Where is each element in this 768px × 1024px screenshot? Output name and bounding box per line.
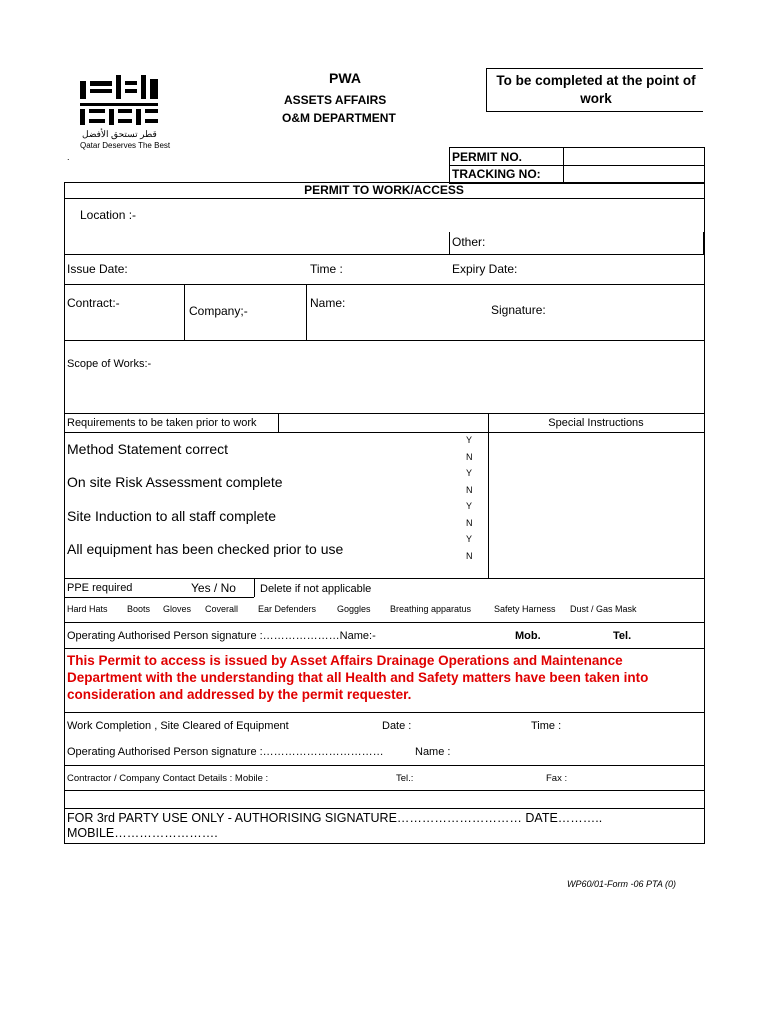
divider	[64, 622, 704, 623]
divider	[64, 765, 704, 766]
org-title: PWA	[329, 70, 361, 86]
dept-title: ASSETS AFFAIRS	[284, 93, 387, 107]
ppe-coverall[interactable]: Coverall	[205, 604, 239, 614]
location-label: Location :-	[80, 208, 137, 222]
ashghal-logo	[80, 75, 160, 127]
permit-no-label: PERMIT NO.	[452, 150, 523, 164]
no-option[interactable]: N	[466, 551, 473, 561]
no-option[interactable]: N	[466, 518, 473, 528]
point-of-work-box	[486, 68, 703, 112]
divider	[563, 147, 564, 183]
divider	[184, 284, 185, 340]
permit-notice: This Permit to access is issued by Asset Affairs Drainage Operations and Maintenance Department with the understanding that all Health and Safety matters have been taken into consideration and addressed by the permit requester.	[67, 653, 649, 702]
form-title: PERMIT TO WORK/ACCESS	[304, 183, 464, 197]
ppe-boots[interactable]: Boots	[127, 604, 151, 614]
ppe-ear-defenders[interactable]: Ear Defenders	[258, 604, 317, 614]
name-2-label: Name :	[415, 746, 451, 758]
scope-of-works-label: Scope of Works:-	[67, 358, 152, 370]
yes-option[interactable]: Y	[466, 435, 473, 445]
ppe-required-label: PPE required	[67, 582, 133, 594]
logo-arabic-text: قطر تستحق الأفضل	[82, 129, 157, 139]
ppe-dust-gas-mask[interactable]: Dust / Gas Mask	[570, 604, 637, 614]
dept-subtitle: O&M DEPARTMENT	[282, 111, 396, 125]
expiry-date-label: Expiry Date:	[452, 262, 518, 276]
divider	[64, 790, 704, 791]
mob-label: Mob.	[515, 630, 541, 642]
point-of-work-text: To be completed at the point of work	[496, 73, 696, 106]
check-method-statement: Method Statement correct	[67, 441, 229, 457]
ppe-safety-harness[interactable]: Safety Harness	[494, 604, 556, 614]
tracking-no-label: TRACKING NO:	[452, 167, 541, 181]
operating-signature-label: Operating Authorised Person signature :…………………Name:-	[67, 630, 376, 642]
divider	[278, 413, 279, 432]
signature-label: Signature:	[491, 303, 546, 317]
divider	[64, 198, 704, 199]
divider	[64, 597, 254, 598]
third-party-mobile-line: MOBILE…………………….	[67, 826, 218, 840]
check-site-induction: Site Induction to all staff complete	[67, 508, 277, 524]
divider	[64, 648, 704, 649]
contact-details-label: Contractor / Company Contact Details : Mobile :	[67, 773, 269, 784]
contact-fax-label: Fax :	[546, 773, 568, 784]
no-option[interactable]: N	[466, 452, 473, 462]
yes-option[interactable]: Y	[466, 501, 473, 511]
divider	[488, 413, 489, 579]
completion-time-label: Time :	[531, 720, 562, 732]
divider	[64, 808, 704, 809]
yes-option[interactable]: Y	[466, 468, 473, 478]
dot-mark: .	[67, 152, 70, 162]
delete-note: Delete if not applicable	[260, 583, 372, 595]
yes-no-options[interactable]: Yes / No	[191, 581, 236, 595]
company-label: Company;-	[189, 304, 248, 318]
ppe-gloves[interactable]: Gloves	[163, 604, 192, 614]
divider	[703, 232, 704, 254]
permit-no-field[interactable]	[565, 148, 702, 164]
divider	[64, 712, 704, 713]
form-code: WP60/01-Form -06 PTA (0)	[567, 879, 677, 889]
divider	[254, 578, 255, 597]
third-party-signature-line: FOR 3rd PARTY USE ONLY - AUTHORISING SIGNATURE………………………… DATE………..	[67, 811, 603, 825]
check-risk-assessment: On site Risk Assessment complete	[67, 474, 283, 490]
name-label: Name:	[310, 296, 346, 310]
divider	[306, 284, 307, 340]
time-label: Time :	[310, 262, 343, 276]
divider	[64, 578, 704, 579]
contract-label: Contract:-	[67, 296, 120, 310]
issue-date-label: Issue Date:	[67, 262, 128, 276]
operating-signature-2-label: Operating Authorised Person signature :……………………………	[67, 746, 384, 758]
tel-label: Tel.	[613, 630, 632, 642]
contact-tel-label: Tel.:	[396, 773, 414, 784]
requirements-label: Requirements to be taken prior to work	[67, 417, 257, 429]
ppe-breathing-apparatus[interactable]: Breathing apparatus	[390, 604, 472, 614]
no-option[interactable]: N	[466, 485, 473, 495]
logo-tagline: Qatar Deserves The Best	[80, 141, 171, 150]
divider	[64, 413, 704, 414]
divider	[64, 254, 704, 255]
divider	[64, 432, 704, 433]
tracking-no-field[interactable]	[565, 166, 702, 182]
other-label: Other:	[452, 235, 486, 249]
divider	[64, 340, 704, 341]
ppe-hard-hats[interactable]: Hard Hats	[67, 604, 108, 614]
special-instructions-label: Special Instructions	[548, 417, 644, 429]
divider	[449, 232, 450, 254]
ppe-goggles[interactable]: Goggles	[337, 604, 371, 614]
yes-option[interactable]: Y	[466, 534, 473, 544]
completion-date-label: Date :	[382, 720, 412, 732]
check-equipment: All equipment has been checked prior to use	[67, 541, 344, 557]
divider	[64, 284, 704, 285]
work-completion-label: Work Completion , Site Cleared of Equipment	[67, 720, 289, 732]
